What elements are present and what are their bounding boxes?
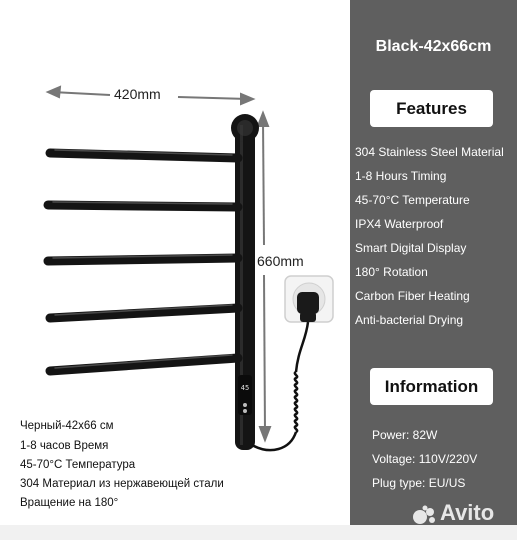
ru-spec-color: Черный-42x66 см	[20, 420, 114, 432]
feature-item: Carbon Fiber Heating	[355, 289, 470, 303]
display-readout: 45	[240, 384, 250, 392]
watermark-text: Avito	[440, 500, 495, 525]
feature-item: 45-70°C Temperature	[355, 193, 470, 207]
plug-icon	[297, 292, 319, 322]
power-cable	[252, 322, 308, 450]
info-power: Power: 82W	[372, 428, 438, 442]
information-heading: Information	[370, 368, 493, 405]
ru-spec-rotation: Вращение на 180°	[20, 497, 119, 509]
features-heading: Features	[370, 90, 493, 127]
feature-item: 180° Rotation	[355, 265, 428, 279]
ru-spec-timing: 1-8 часов Время	[20, 440, 109, 452]
digital-display	[238, 375, 252, 415]
feature-item: Smart Digital Display	[355, 241, 467, 255]
avito-logo-icon	[412, 505, 438, 525]
ru-spec-material: 304 Материал из нержавеющей стали	[20, 478, 224, 490]
height-label: 660mm	[257, 253, 304, 269]
spec-panel	[350, 0, 517, 525]
info-voltage: Voltage: 110V/220V	[372, 452, 478, 466]
feature-item: Anti-bacterial Drying	[355, 313, 464, 327]
rack-bars	[48, 153, 238, 371]
feature-item: IPX4 Waterproof	[355, 217, 444, 231]
feature-item: 1-8 Hours Timing	[355, 169, 447, 183]
ru-spec-temperature: 45-70°C Температура	[20, 459, 136, 471]
bottom-strip	[0, 525, 517, 540]
height-arrow-icon	[258, 113, 270, 440]
product-title: Black-42x66cm	[375, 38, 492, 55]
width-label: 420mm	[114, 86, 161, 102]
feature-item: 304 Stainless Steel Material	[355, 145, 504, 159]
info-plug-type: Plug type: EU/US	[372, 476, 466, 490]
